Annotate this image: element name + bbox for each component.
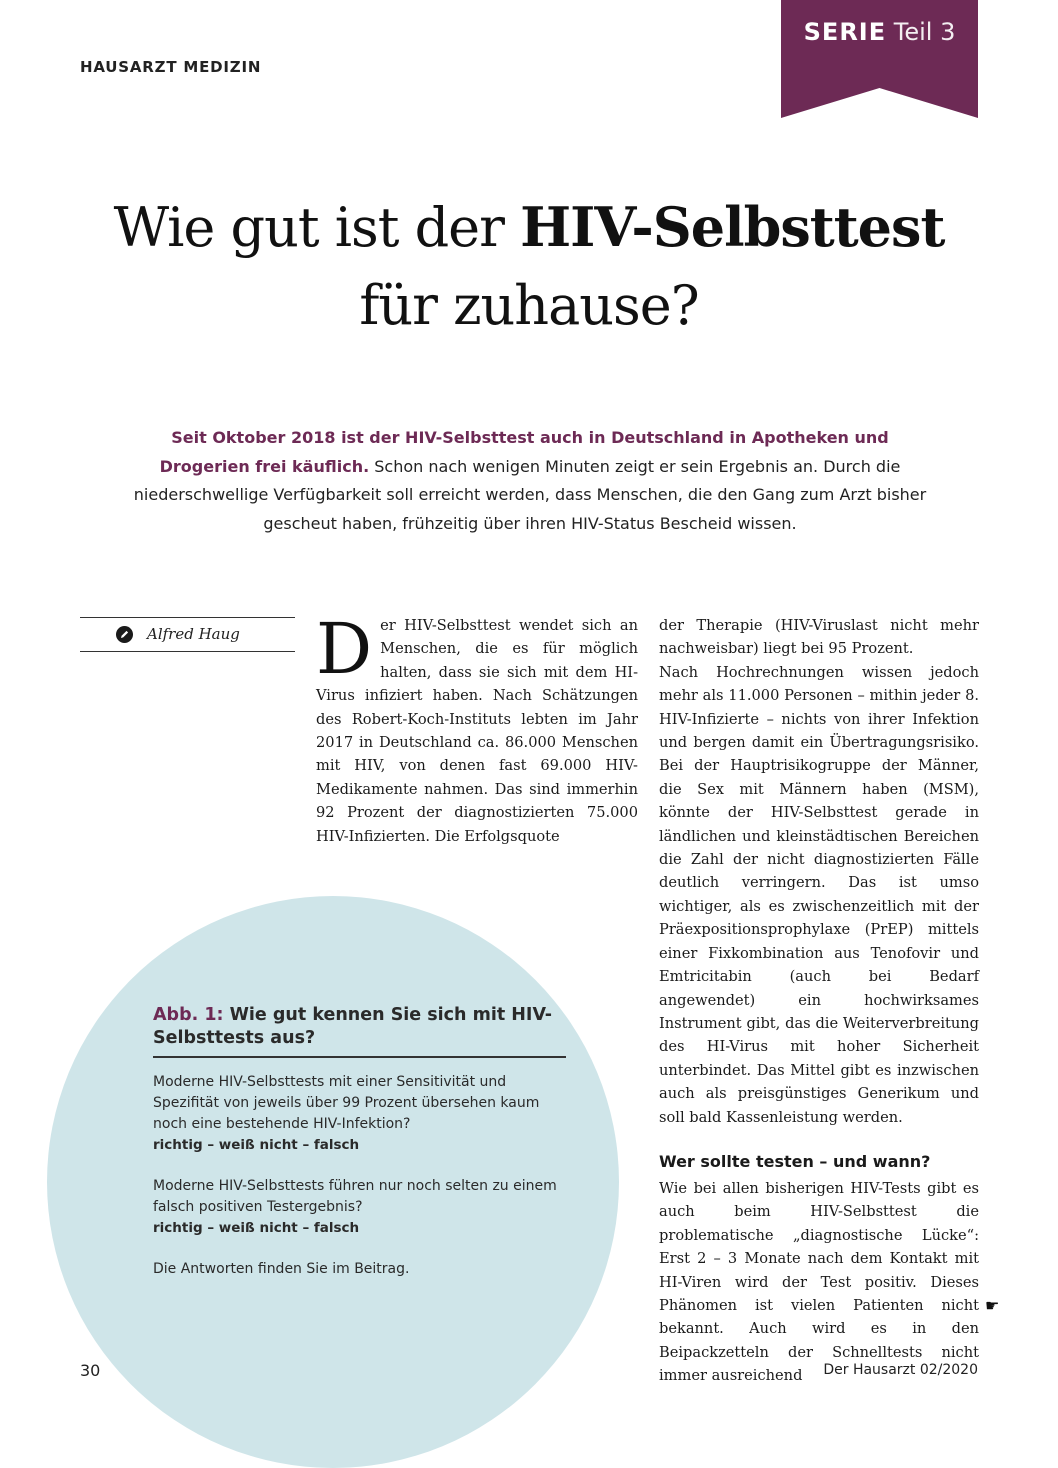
lead-paragraph [130, 424, 930, 538]
pen-icon [116, 626, 133, 643]
quiz-answer-options: richtig – weiß nicht – falsch [153, 1137, 360, 1153]
article-paragraph: Nach Hochrechnungen wissen jedoch mehr als 11.000 Personen – mithin jeder 8. HIV-Infizierte – nichts von ihrer Infektion und bergen damit ein Übertragungsrisiko. Bei der Hauptrisikogruppe der Männer, die Sex mit Männern haben (MSM), könnte der HIV-Selbsttest gerade in ländlichen und kleinstädtischen Bereichen die Zahl der nicht diagnostizierten Fälle deutlich verringern. Das ist umso wichtiger, als es zwischenzeitlich mit der Präexpositionsprophylaxe (PrEP) mittels einer Fixkombination aus Tenofovir und Emtricitabin (auch bei Bedarf angewendet) ein hochwirksames Instrument gibt, das die Weiterverbreitung des HI-Virus mit hoher Sicherheit unterbindet. Das Mittel gibt es inzwischen auch als preisgünstiges Generikum und soll bald Kassenleistung werden. [659, 663, 979, 1126]
page-title [60, 188, 998, 345]
series-tab [781, 0, 978, 118]
series-part: Teil 3 [893, 18, 956, 46]
quiz-title-text: Wie gut kennen Sie sich mit HIV-Selbsttests aus? [153, 1005, 552, 1048]
author-name: Alfred Haug [147, 625, 240, 643]
drop-cap: D [316, 608, 373, 690]
article-paragraph: Wie bei allen bisherigen HIV-Tests gibt es auch beim HIV-Selbsttest die problematische „diagnostische Lücke“: Erst 2 – 3 Monate nach dem Kontakt mit HI-Viren wird der Test positiv. Dieses Phänomen ist vielen Patienten nicht bekannt. Auch wird es in den Beipackzetteln der Schnelltests nicht immer ausreichend [659, 1179, 979, 1385]
headline-bold: HIV-Selbsttest [520, 195, 945, 259]
headline-part1: Wie gut ist der [113, 196, 521, 259]
article-paragraph: er HIV-Selbsttest wendet sich an Menschen, die es für möglich halten, dass sie sich mit dem HI-Virus infiziert haben. Nach Schätzungen des Robert-Koch-Instituts lebten im Jahr 2017 in Deutschland ca. 86.000 Menschen mit HIV, von denen fast 69.000 HIV-Medikamente nahmen. Das sind immerhin 92 Prozent der diagnostizierten 75.000 HIV-Infizierten. Die Erfolgsquote [316, 617, 638, 845]
quiz-question: Moderne HIV-Selbsttests führen nur noch selten zu einem falsch positiven Testergebnis? [153, 1178, 557, 1215]
figure-label: Abb. 1: [153, 1005, 224, 1025]
series-label: SERIE [803, 18, 887, 46]
quiz-question: Moderne HIV-Selbsttests mit einer Sensitivität und Spezifität von jeweils über 99 Prozent übersehen kaum noch eine bestehende HIV-Infektion? [153, 1074, 540, 1132]
quiz-title [153, 1004, 566, 1058]
pointing-hand-icon: ☛ [985, 1298, 1000, 1315]
lead-text: Schon nach wenigen Minuten zeigt er sein Ergebnis an. Durch die niederschwellige Verfügbarkeit soll erreicht werden, dass Menschen, die den Gang zum Arzt bisher gescheut haben, frühzeitig über ihren HIV-Status Bescheid wissen. [133, 456, 927, 533]
page-number: 30 [80, 1361, 101, 1380]
quiz-box [153, 1004, 566, 1280]
section-subheading: Wer sollte testen – und wann? [659, 1151, 931, 1171]
lead-highlight: Seit Oktober 2018 ist der HIV-Selbsttest auch in Deutschland in Apotheken und Drogerien frei käuflich. [159, 428, 889, 476]
article-column-right [659, 614, 979, 1388]
article-column-middle [316, 608, 638, 848]
article-paragraph: der Therapie (HIV-Viruslast nicht mehr nachweisbar) liegt bei 95 Prozent. [659, 617, 979, 658]
headline-part2: für zuhause? [359, 274, 699, 337]
quiz-note: Die Antworten finden Sie im Beitrag. [153, 1261, 410, 1277]
author-box [80, 617, 295, 652]
magazine-issue: Der Hausarzt 02/2020 [823, 1362, 978, 1378]
quiz-answer-options: richtig – weiß nicht – falsch [153, 1220, 360, 1236]
section-label: HAUSARZT MEDIZIN [80, 58, 262, 76]
